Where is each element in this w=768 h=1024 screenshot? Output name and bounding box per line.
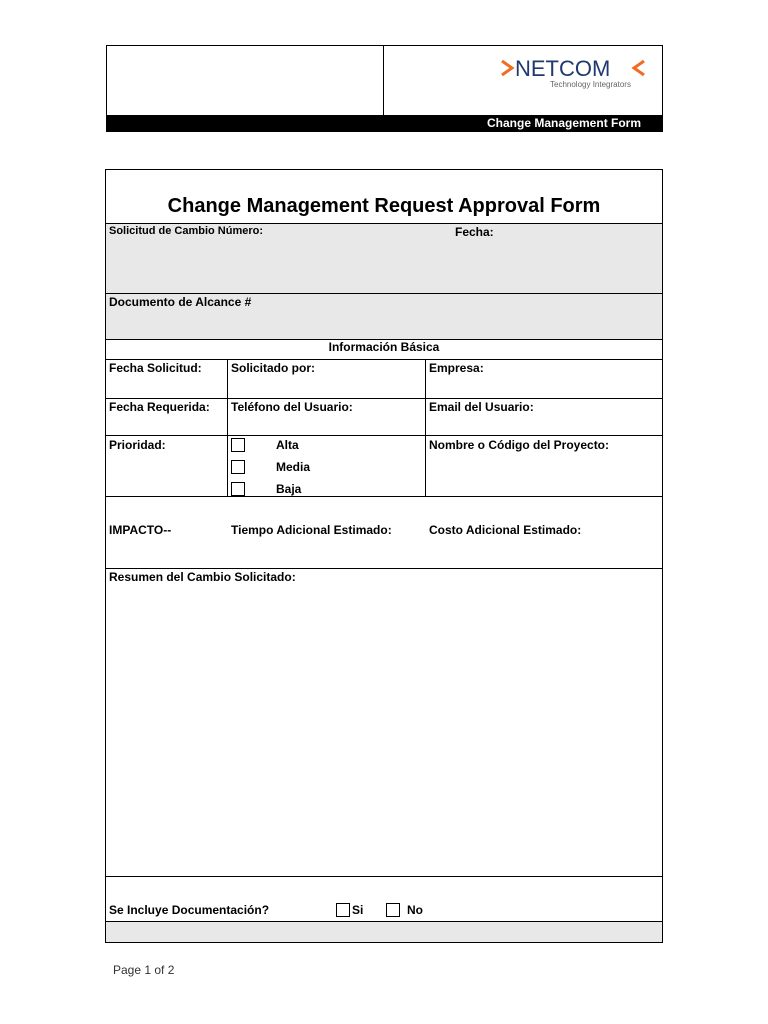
rule xyxy=(105,359,663,360)
banner-text: Change Management Form xyxy=(487,116,642,130)
rule xyxy=(105,398,663,399)
project-label: Nombre o Código del Proyecto: xyxy=(429,438,610,452)
summary-label: Resumen del Cambio Solicitado: xyxy=(109,570,296,584)
impact-label: IMPACTO-- xyxy=(109,523,172,537)
priority-media-label: Media xyxy=(276,460,311,474)
required-date-label: Fecha Requerida: xyxy=(109,400,210,414)
priority-baja-checkbox[interactable] xyxy=(231,482,245,496)
shaded-footer-row xyxy=(106,922,662,942)
logo-brand-text: NETCOM xyxy=(515,56,611,81)
priority-label: Prioridad: xyxy=(109,438,166,452)
priority-baja-label: Baja xyxy=(276,482,302,496)
page-number: Page 1 of 2 xyxy=(113,963,175,977)
summary-area[interactable] xyxy=(106,588,662,874)
date-label: Fecha: xyxy=(455,225,494,239)
request-number-label: Solicitud de Cambio Número: xyxy=(109,225,264,237)
rule xyxy=(105,876,663,877)
rule xyxy=(105,435,663,436)
request-date-label: Fecha Solicitud: xyxy=(109,361,202,375)
docs-yes-checkbox[interactable] xyxy=(336,903,350,917)
docs-no-checkbox[interactable] xyxy=(386,903,400,917)
requested-by-label: Solicitado por: xyxy=(231,361,315,375)
col-divider xyxy=(425,359,426,496)
extra-cost-label: Costo Adicional Estimado: xyxy=(429,523,582,537)
col-divider xyxy=(227,359,228,496)
scope-doc-label: Documento de Alcance # xyxy=(109,295,252,309)
docs-yes-label: Si xyxy=(352,903,364,917)
logo-tagline: Technology Integrators xyxy=(550,80,631,89)
rule xyxy=(105,921,663,922)
user-phone-label: Teléfono del Usuario: xyxy=(231,400,353,414)
extra-time-label: Tiempo Adicional Estimado: xyxy=(231,523,392,537)
docs-no-label: No xyxy=(407,903,423,917)
docs-included-label: Se Incluye Documentación? xyxy=(109,903,270,917)
user-email-label: Email del Usuario: xyxy=(429,400,534,414)
priority-media-checkbox[interactable] xyxy=(231,460,245,474)
form-title: Change Management Request Approval Form xyxy=(167,195,601,217)
basic-info-heading: Información Básica xyxy=(328,340,440,354)
rule xyxy=(105,293,663,294)
rule xyxy=(105,223,663,224)
priority-alta-label: Alta xyxy=(276,438,299,452)
company-label: Empresa: xyxy=(429,361,484,375)
netcom-logo xyxy=(500,58,650,94)
priority-alta-checkbox[interactable] xyxy=(231,438,245,452)
header-divider xyxy=(383,45,384,116)
rule xyxy=(105,496,663,497)
rule xyxy=(105,568,663,569)
